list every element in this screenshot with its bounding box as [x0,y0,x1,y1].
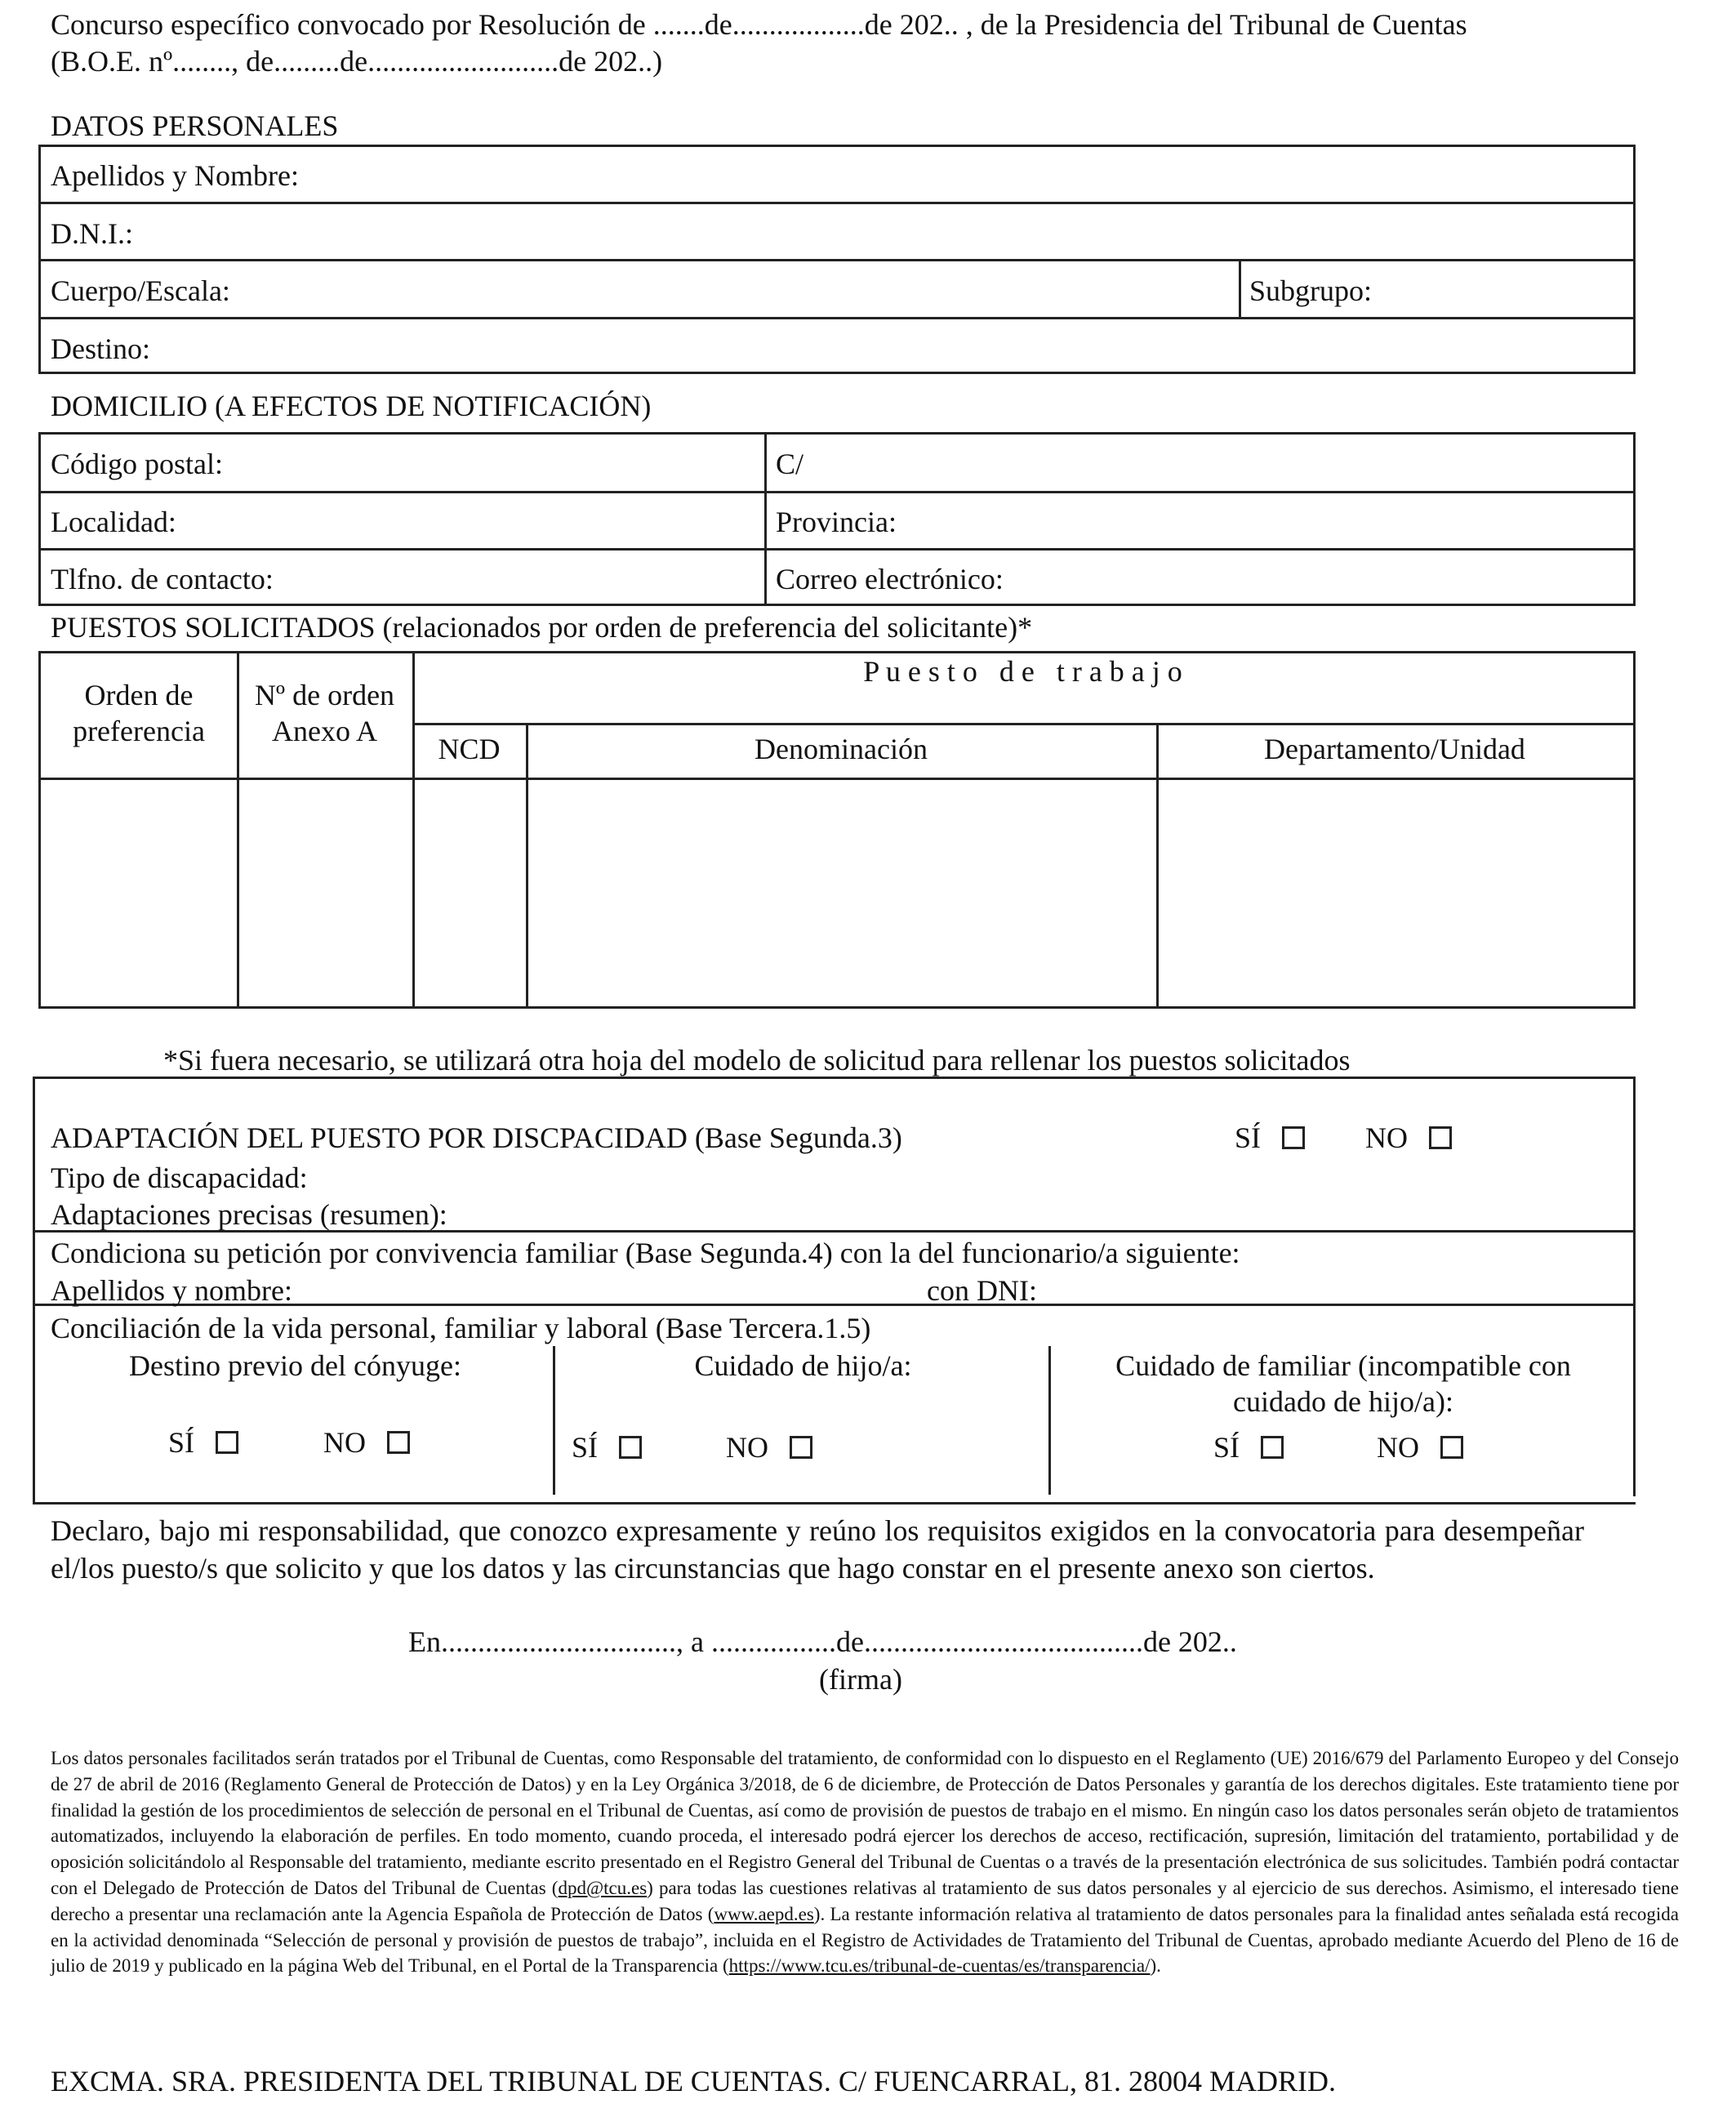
col-denominacion: Denominación [754,733,928,765]
familiar-si-checkbox[interactable] [1261,1436,1284,1459]
col-ncd: NCD [438,733,501,765]
field-telefono[interactable]: Tlfno. de contacto: [51,563,274,595]
field-adaptaciones[interactable]: Adaptaciones precisas (resumen): [51,1198,447,1231]
puestos-title: PUESTOS SOLICITADOS (relacionados por orden de preferencia del solicitante)* [51,611,1033,644]
field-provincia[interactable]: Provincia: [776,506,897,538]
field-subgrupo[interactable]: Subgrupo: [1249,274,1373,307]
hijo-si-option[interactable]: SÍ [572,1429,642,1465]
field-correo[interactable]: Correo electrónico: [776,563,1004,595]
puestos-note: *Si fuera necesario, se utilizará otra hoja del modelo de solicitud para rellenar los puestos solicitados [163,1044,1351,1077]
adaptacion-no-checkbox[interactable] [1429,1126,1452,1149]
conciliacion-conyuge-label: Destino previo del cónyuge: [129,1349,461,1382]
familiar-no-checkbox[interactable] [1440,1436,1463,1459]
transparencia-link[interactable]: https://www.tcu.es/tribunal-de-cuentas/es/transparencia/ [728,1955,1151,1977]
header-line-2: (B.O.E. nº........, de.........de..........................de 202..) [51,45,663,78]
conciliacion-familiar-label: Cuidado de familiar (incompatible con cuidado de hijo/a): [1115,1349,1571,1418]
adaptacion-title: ADAPTACIÓN DEL PUESTO POR DISCPACIDAD (Base Segunda.3) [51,1121,902,1154]
convivencia-text: Condiciona su petición por convivencia familiar (Base Segunda.4) con la del funcionario/a siguiente: [51,1237,1240,1269]
domicilio-title: DOMICILIO (A EFECTOS DE NOTIFICACIÓN) [51,390,652,422]
adaptacion-si-option[interactable]: SÍ [1235,1120,1305,1156]
col-numero-orden-anexo: Nº de orden Anexo A [254,679,395,747]
conyuge-si-option[interactable]: SÍ [168,1424,238,1460]
hijo-si-checkbox[interactable] [619,1436,642,1459]
lugar-fecha-line[interactable]: En................................, a .................de......................................de 202.. [408,1625,1237,1658]
col-departamento-unidad: Departamento/Unidad [1264,733,1525,765]
datos-personales-title: DATOS PERSONALES [51,109,339,142]
conciliacion-hijo-label: Cuidado de hijo/a: [694,1349,912,1382]
field-convivencia-apellidos[interactable]: Apellidos y nombre: [51,1274,292,1307]
puesto-trabajo-header: P u e s t o d e t r a b a j o [863,655,1182,688]
col-orden-preferencia: Orden de preferencia [73,679,205,747]
field-dni[interactable]: D.N.I.: [51,217,133,250]
field-calle[interactable]: C/ [776,448,804,480]
hijo-no-option[interactable]: NO [726,1429,812,1465]
declaracion-text: Declaro, bajo mi responsabilidad, que conozco expresamente y reúno los requisitos exigidos en la convocatoria para desempeñar el/los puesto/s que solicito y que los datos y las circunstancias que hago constar en el presente anexo son ciertos. [51,1514,1584,1585]
field-destino[interactable]: Destino: [51,332,150,365]
field-localidad[interactable]: Localidad: [51,506,176,538]
adaptacion-si-checkbox[interactable] [1282,1126,1305,1149]
field-tipo-discapacidad[interactable]: Tipo de discapacidad: [51,1161,308,1194]
field-codigo-postal[interactable]: Código postal: [51,448,224,480]
field-apellidos-nombre[interactable]: Apellidos y Nombre: [51,159,299,192]
field-cuerpo-escala[interactable]: Cuerpo/Escala: [51,274,230,307]
header-line-1: Concurso específico convocado por Resolución de .......de..................de 202.. , de la Presidencia del Tribunal de Cuentas [51,8,1467,41]
conyuge-no-option[interactable]: NO [323,1424,410,1460]
dpd-email-link[interactable]: dpd@tcu.es [558,1877,648,1898]
firma-label: (firma) [819,1663,902,1696]
conyuge-no-checkbox[interactable] [387,1431,410,1454]
field-convivencia-dni[interactable]: con DNI: [927,1274,1037,1307]
hijo-no-checkbox[interactable] [790,1436,812,1459]
familiar-no-option[interactable]: NO [1377,1429,1463,1465]
conyuge-si-checkbox[interactable] [216,1431,238,1454]
adaptacion-no-option[interactable]: NO [1365,1120,1452,1156]
footer-address: EXCMA. SRA. PRESIDENTA DEL TRIBUNAL DE CUENTAS. C/ FUENCARRAL, 81. 28004 MADRID. [51,2065,1336,2097]
puestos-entry-area[interactable] [41,778,1633,1006]
conciliacion-title: Conciliación de la vida personal, familiar y laboral (Base Tercera.1.5) [51,1312,871,1344]
proteccion-datos-text: Los datos personales facilitados serán tratados por el Tribunal de Cuentas, como Responsable del tratamiento, de conformidad con lo dispuesto en el Reglamento (UE) 2016/679 del Parlamento Europeo y del Consejo de 27 de abril de 2016 (Reglamento General de Protección de Datos) y en la Ley Orgánica 3/2018, de 6 de diciembre, de Protección de Datos Personales y garantía de los derechos digitales. Este tratamiento tiene por finalidad la gestión de los procedimientos de selección de personal en el Tribunal de Cuentas, así como de provisión de puestos de trabajo en el mismo. En ningún caso los datos personales serán objeto de tratamientos automatizados, incluyendo la elaboración de perfiles. En todo momento, cuando proceda, el interesado podrá ejercer los derechos de acceso, rectificación, supresión, limitación del tratamiento, portabilidad y de oposición solicitándolo al Responsable del tratamiento, mediante escrito presentado en el Registro General del Tribunal de Cuentas o a través de la presentación electrónica de sus solicitudes. También podrá contactar con el Delegado de Protección de Datos del Tribunal de Cuentas (dpd@tcu.es) para todas las cuestiones relativas al tratamiento de sus datos personales y al ejercicio de sus derechos. Asimismo, el interesado tiene derecho a presentar una reclamación ante la Agencia Española de Protección de Datos (www.aepd.es). La restante información relativa al tratamiento de datos personales para la finalidad antes señalada está recogida en la actividad denominada “Selección de personal y provisión de puestos de trabajo”, incluida en el Registro de Actividades de Tratamiento del Tribunal de Cuentas, aprobado mediante Acuerdo del Pleno de 16 de julio de 2019 y publicado en la página Web del Tribunal, en el Portal de la Transparencia (https://www.tcu.es/tribunal-de-cuentas/es/transparencia/). [51,1748,1679,1977]
familiar-si-option[interactable]: SÍ [1213,1429,1284,1465]
aepd-link[interactable]: www.aepd.es [714,1903,814,1924]
